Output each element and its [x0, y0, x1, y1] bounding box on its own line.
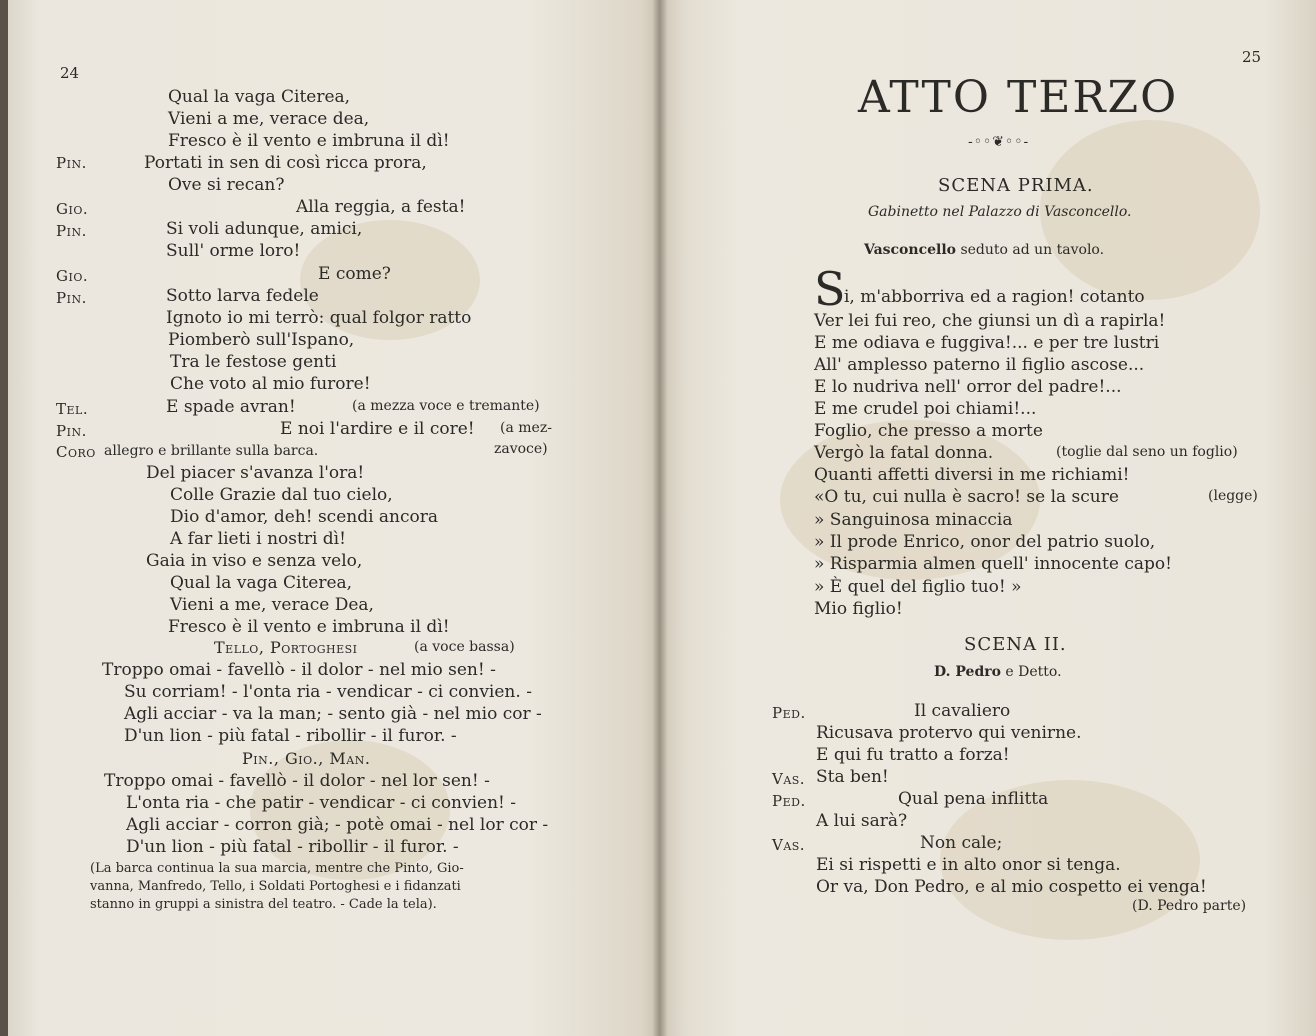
stage-direction: (legge) — [1208, 488, 1258, 504]
verse-line: Fresco è il vento e imbruna il dì! — [168, 131, 450, 151]
verse-line: A lui sarà? — [816, 811, 908, 831]
verse-line: i, m'abborriva ed a ragion! cotanto — [844, 287, 1145, 307]
verse-line: Mio figlio! — [814, 599, 903, 619]
stage-direction: seduto ad un tavolo. — [960, 242, 1105, 258]
speaker-label: Pin. — [56, 422, 87, 440]
verse-line: Fresco è il vento e imbruna il dì! — [168, 617, 450, 637]
verse-line: E spade avran! — [166, 397, 296, 417]
verse-line: Qual la vaga Citerea, — [170, 573, 353, 593]
speaker-heading: Pin., Gio., Man. — [242, 749, 371, 768]
speaker-label: Pin. — [56, 289, 87, 307]
verse-line: All' amplesso paterno il figlio ascose... — [814, 355, 1145, 375]
verse-line: Sta ben! — [816, 767, 889, 787]
verse-line: D'un lion - più fatal - ribollir - il furor. - — [124, 726, 457, 746]
speaker-label: Gio. — [56, 200, 89, 218]
speaker-label: Ped. — [772, 704, 806, 722]
stage-direction: (a mez- — [500, 420, 552, 436]
stage-direction: stanno in gruppi a sinistra del teatro. - Cade la tela). — [90, 897, 437, 912]
speaker-label: Ped. — [772, 792, 806, 810]
verse-line: Gaia in viso e senza velo, — [146, 551, 363, 571]
speaker-label: Pin. — [56, 222, 87, 240]
verse-line: Piomberò sull'Ispano, — [168, 330, 355, 350]
scene-title: SCENA PRIMA. — [938, 175, 1094, 196]
verse-line: Troppo omai - favellò - il dolor - nel mio sen! - — [102, 660, 496, 680]
stage-direction: (D. Pedro parte) — [1132, 898, 1247, 914]
scene-location: Gabinetto nel Palazzo di Vasconcello. — [868, 204, 1132, 220]
scene-characters — [934, 664, 1062, 680]
verse-line: Sull' orme loro! — [166, 241, 301, 261]
stage-direction: (a voce bassa) — [414, 639, 515, 655]
verse-line: D'un lion - più fatal - ribollir - il furor. - — [126, 837, 459, 857]
verse-line: Vieni a me, verace dea, — [168, 109, 370, 129]
verse-line: Quanti affetti diversi in me richiami! — [814, 465, 1130, 485]
stage-direction: (a mezza voce e tremante) — [352, 398, 540, 414]
page-number: 25 — [1242, 48, 1262, 66]
speaker-label: Gio. — [56, 267, 89, 285]
verse-line: Ricusava protervo qui venirne. — [816, 723, 1082, 743]
act-title: ATTO TERZO — [858, 72, 1179, 123]
verse-line: Agli acciar - va la man; - sento già - nel mio cor - — [124, 704, 542, 724]
verse-line: Ignoto io mi terrò: qual folgor ratto — [166, 308, 472, 328]
verse-line: E noi l'ardire e il core! — [280, 419, 475, 439]
speaker-label: Coro — [56, 443, 96, 461]
verse-line: Foglio, che presso a morte — [814, 421, 1043, 441]
stage-direction: (La barca continua la sua marcia, mentre che Pinto, Gio- — [90, 861, 464, 876]
verse-line: Portati in sen di così ricca prora, — [144, 153, 427, 173]
verse-line: Il cavaliero — [914, 701, 1011, 721]
verse-line: Qual pena inflitta — [898, 789, 1049, 809]
stage-direction: vanna, Manfredo, Tello, i Soldati Portoghesi e i fidanzati — [90, 879, 461, 894]
drop-cap: S — [814, 262, 846, 316]
character-name: D. Pedro — [934, 664, 1001, 680]
stage-direction: zavoce) — [494, 441, 548, 457]
verse-line: Alla reggia, a festa! — [296, 197, 466, 217]
verse-line: «O tu, cui nulla è sacro! se la scure — [814, 487, 1119, 507]
verse-line: E qui fu tratto a forza! — [816, 745, 1010, 765]
page-number: 24 — [60, 64, 80, 82]
verse-line: » Sanguinosa minaccia — [814, 510, 1013, 530]
verse-line: Si voli adunque, amici, — [166, 219, 363, 239]
page-edge — [0, 0, 8, 1036]
scene-characters — [864, 242, 1104, 258]
verse-line: Vieni a me, verace Dea, — [170, 595, 374, 615]
verse-line: E come? — [318, 264, 391, 284]
verse-line: Ove si recan? — [168, 175, 285, 195]
verse-line: Tra le festose genti — [170, 352, 337, 372]
scene-title: SCENA II. — [964, 634, 1067, 655]
speaker-heading: Tello, Portoghesi — [214, 638, 358, 657]
verse-line: Dio d'amor, deh! scendi ancora — [170, 507, 439, 527]
speaker-label: Tel. — [56, 400, 89, 418]
verse-line: Su corriam! - l'onta ria - vendicar - ci convien. - — [124, 682, 532, 702]
verse-line: E lo nudriva nell' orror del padre!... — [814, 377, 1122, 397]
verse-line: Agli acciar - corron già; - potè omai - nel lor cor - — [126, 815, 549, 835]
verse-line: Sotto larva fedele — [166, 286, 319, 306]
verse-line: » Il prode Enrico, onor del patrio suolo, — [814, 532, 1156, 552]
character-name: Vasconcello — [864, 242, 956, 258]
verse-line: Troppo omai - favellò - il dolor - nel lor sen! - — [104, 771, 490, 791]
speaker-label: Vas. — [772, 770, 806, 788]
verse-line: Non cale; — [920, 833, 1003, 853]
stage-direction: (toglie dal seno un foglio) — [1056, 444, 1238, 460]
ornament: -◦◦❦◦◦- — [968, 134, 1030, 150]
verse-line: Qual la vaga Citerea, — [168, 87, 351, 107]
speaker-label: Vas. — [772, 836, 806, 854]
book-gutter — [652, 0, 668, 1036]
verse-line: » È quel del figlio tuo! » — [814, 577, 1022, 597]
speaker-label: Pin. — [56, 154, 87, 172]
verse-line: Ei si rispetti e in alto onor si tenga. — [816, 855, 1121, 875]
verse-line: Che voto al mio furore! — [170, 374, 371, 394]
verse-line: Ver lei fui reo, che giunsi un dì a rapirla! — [814, 311, 1166, 331]
stage-direction: allegro e brillante sulla barca. — [104, 443, 319, 459]
verse-line: » Risparmia almen quell' innocente capo! — [814, 554, 1172, 574]
right-page — [660, 0, 1316, 1036]
verse-line: L'onta ria - che patir - vendicar - ci convien! - — [126, 793, 517, 813]
verse-line: Del piacer s'avanza l'ora! — [146, 463, 365, 483]
verse-line: A far lieti i nostri dì! — [170, 529, 346, 549]
verse-line: E me odiava e fuggiva!... e per tre lustri — [814, 333, 1160, 353]
verse-line: E me crudel poi chiami!... — [814, 399, 1037, 419]
verse-line: Colle Grazie dal tuo cielo, — [170, 485, 393, 505]
stage-direction: e Detto. — [1005, 664, 1062, 680]
verse-line: Vergò la fatal donna. — [814, 443, 994, 463]
verse-line: Or va, Don Pedro, e al mio cospetto ei venga! — [816, 877, 1207, 897]
